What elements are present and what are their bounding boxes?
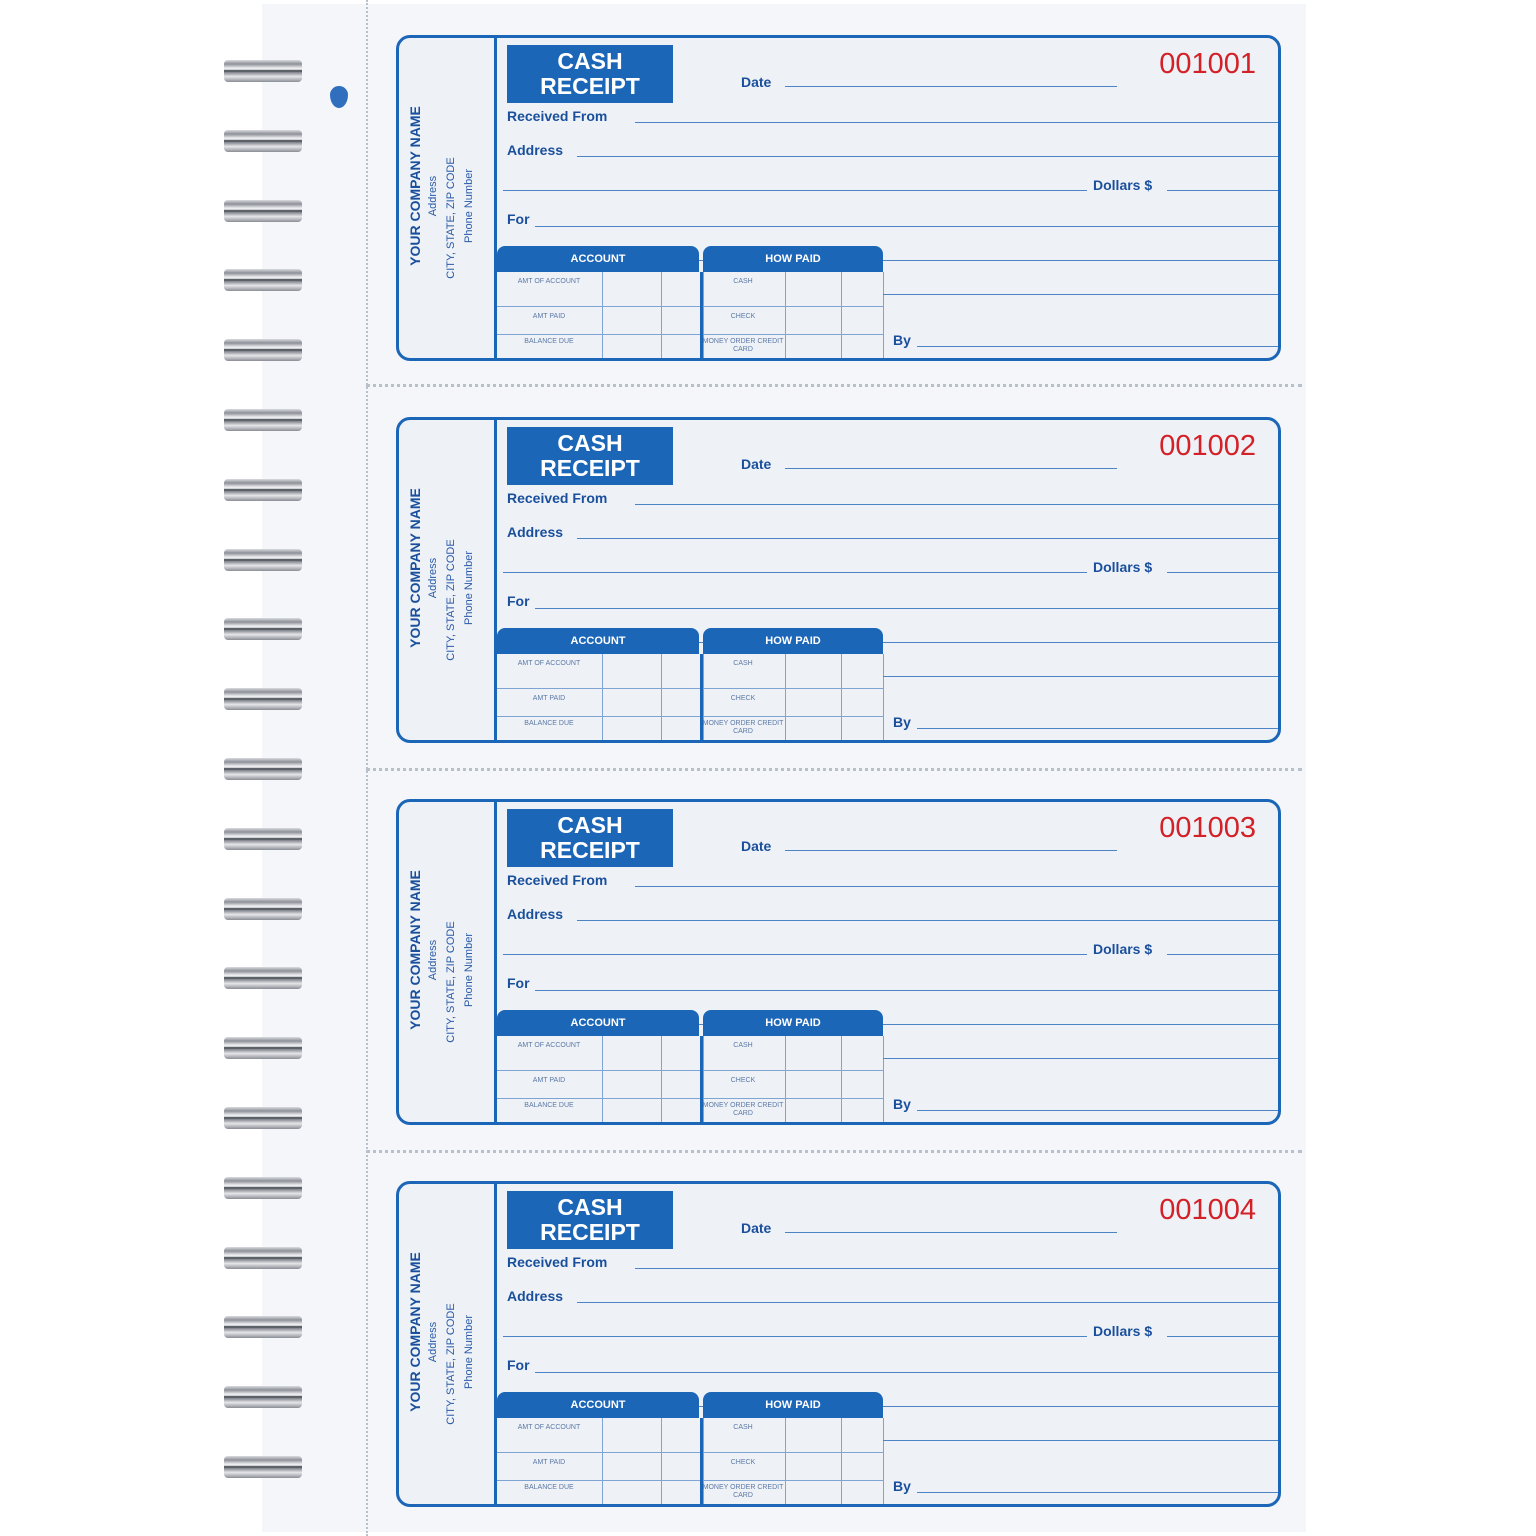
spiral-ring	[224, 758, 302, 780]
table-divider	[602, 272, 603, 361]
company-name: YOUR COMPANY NAME	[407, 488, 423, 648]
brand-logo	[328, 32, 364, 112]
receipt-title-line1: CASH	[557, 1194, 623, 1220]
table-divider	[883, 1036, 884, 1125]
account-header: ACCOUNT	[497, 628, 699, 654]
cash-receipt	[396, 799, 1281, 1125]
spiral-ring	[224, 269, 302, 291]
by-label: By	[893, 1478, 911, 1494]
table-divider	[661, 1418, 662, 1507]
dollars-field[interactable]	[1167, 190, 1281, 191]
address-label: Address	[507, 906, 564, 922]
company-name: YOUR COMPANY NAME	[407, 870, 423, 1030]
address-field[interactable]	[577, 156, 1281, 157]
company-phone: Phone Number	[463, 933, 475, 1007]
account-row-label: BALANCE DUE	[524, 338, 574, 345]
company-city-state-zip: CITY, STATE, ZIP CODE	[445, 157, 457, 279]
how-paid-row-label: CHECK	[730, 1077, 756, 1084]
company-phone: Phone Number	[463, 169, 475, 243]
spiral-ring	[224, 618, 302, 640]
receipt-title-line2: RECEIPT	[540, 837, 640, 863]
how-paid-row-label: CASH	[733, 1042, 753, 1049]
table-row-divider	[497, 1070, 883, 1071]
account-header: ACCOUNT	[497, 1010, 699, 1036]
cash-receipt	[396, 1181, 1281, 1507]
date-field[interactable]	[785, 850, 1117, 851]
receipt-title-line1: CASH	[557, 48, 623, 74]
logo-drop-icon	[330, 86, 348, 108]
address-line-2[interactable]	[503, 572, 1087, 573]
dollars-field[interactable]	[1167, 572, 1281, 573]
receipt-title	[507, 1191, 673, 1249]
spiral-ring	[224, 479, 302, 501]
tear-line	[366, 384, 1302, 387]
company-city-state-zip: CITY, STATE, ZIP CODE	[445, 539, 457, 661]
receipt-stub	[399, 420, 497, 740]
signature-field[interactable]	[917, 728, 1281, 729]
how-paid-row-label: MONEY ORDER CREDIT CARD	[702, 1484, 784, 1499]
spiral-ring	[224, 898, 302, 920]
company-name: YOUR COMPANY NAME	[407, 1252, 423, 1412]
spiral-ring	[224, 828, 302, 850]
note-line-1[interactable]	[883, 1058, 1281, 1059]
receipt-number: 001002	[1159, 430, 1256, 462]
receipt-number: 001001	[1159, 48, 1256, 80]
date-label: Date	[741, 1220, 772, 1236]
received-from-label: Received From	[507, 872, 608, 888]
by-label: By	[893, 714, 911, 730]
spiral-ring	[224, 688, 302, 710]
receipt-title	[507, 427, 673, 485]
receipt-number: 001004	[1159, 1194, 1256, 1226]
received-from-label: Received From	[507, 490, 608, 506]
received-from-field[interactable]	[635, 886, 1281, 887]
account-row-label: BALANCE DUE	[524, 1484, 574, 1491]
spiral-ring	[224, 130, 302, 152]
table-divider	[602, 1036, 603, 1125]
dollars-label: Dollars $	[1093, 177, 1153, 193]
account-row-label: BALANCE DUE	[524, 1102, 574, 1109]
address-line-2[interactable]	[503, 954, 1087, 955]
table-divider	[661, 272, 662, 361]
table-row-divider	[497, 716, 883, 717]
note-line-1[interactable]	[883, 676, 1281, 677]
table-divider	[841, 1418, 842, 1507]
company-address: Address	[427, 175, 439, 217]
company-address: Address	[427, 557, 439, 599]
cash-receipt	[396, 35, 1281, 361]
tear-line	[366, 1150, 1302, 1153]
for-label: For	[507, 593, 530, 609]
receipt-title	[507, 809, 673, 867]
account-header: ACCOUNT	[497, 1392, 699, 1418]
table-divider	[661, 654, 662, 743]
received-from-field[interactable]	[635, 504, 1281, 505]
receipt-title	[507, 45, 673, 103]
company-phone: Phone Number	[463, 1315, 475, 1389]
table-row-divider	[497, 688, 883, 689]
table-divider	[661, 1036, 662, 1125]
account-row-label: AMT PAID	[532, 313, 566, 320]
account-row-label: AMT OF ACCOUNT	[517, 1424, 581, 1431]
date-label: Date	[741, 456, 772, 472]
spiral-binding	[0, 0, 320, 1536]
receipt-title-line1: CASH	[557, 812, 623, 838]
table-row-divider	[497, 1098, 883, 1099]
address-field[interactable]	[577, 538, 1281, 539]
receipt-title-line1: CASH	[557, 430, 623, 456]
spiral-ring	[224, 1247, 302, 1269]
dollars-label: Dollars $	[1093, 1323, 1153, 1339]
receipt-stub	[399, 1184, 497, 1504]
account-header: ACCOUNT	[497, 246, 699, 272]
receipt-stub	[399, 38, 497, 358]
spiral-ring	[224, 1177, 302, 1199]
spiral-ring	[224, 1386, 302, 1408]
signature-field[interactable]	[917, 1492, 1281, 1493]
receipt-stub	[399, 802, 497, 1122]
spiral-ring	[224, 60, 302, 82]
spiral-ring	[224, 1107, 302, 1129]
table-divider	[602, 1418, 603, 1507]
signature-field[interactable]	[917, 1110, 1281, 1111]
address-label: Address	[507, 524, 564, 540]
spiral-ring	[224, 1037, 302, 1059]
for-label: For	[507, 1357, 530, 1373]
account-row-label: AMT OF ACCOUNT	[517, 660, 581, 667]
table-divider	[841, 654, 842, 743]
receipt-title-line2: RECEIPT	[540, 455, 640, 481]
how-paid-row-label: CASH	[733, 660, 753, 667]
spiral-ring	[224, 409, 302, 431]
received-from-label: Received From	[507, 1254, 608, 1270]
table-divider	[883, 272, 884, 361]
address-label: Address	[507, 142, 564, 158]
table-row-divider	[497, 1480, 883, 1481]
date-label: Date	[741, 838, 772, 854]
by-label: By	[893, 1096, 911, 1112]
how-paid-header: HOW PAID	[703, 1010, 883, 1036]
account-row-label: AMT OF ACCOUNT	[517, 1042, 581, 1049]
received-from-field[interactable]	[635, 1268, 1281, 1269]
address-line-2[interactable]	[503, 190, 1087, 191]
company-city-state-zip: CITY, STATE, ZIP CODE	[445, 921, 457, 1043]
spiral-ring	[224, 1456, 302, 1478]
for-field[interactable]	[535, 1372, 1281, 1373]
table-divider	[883, 1418, 884, 1507]
receipt-title-line2: RECEIPT	[540, 73, 640, 99]
for-field[interactable]	[535, 226, 1281, 227]
how-paid-row-label: CHECK	[730, 695, 756, 702]
table-row-divider	[497, 306, 883, 307]
table-divider	[602, 654, 603, 743]
table-divider	[883, 654, 884, 743]
cash-receipt	[396, 417, 1281, 743]
dollars-label: Dollars $	[1093, 559, 1153, 575]
company-address: Address	[427, 939, 439, 981]
spiral-ring	[224, 967, 302, 989]
address-line-2[interactable]	[503, 1336, 1087, 1337]
company-address: Address	[427, 1321, 439, 1363]
date-field[interactable]	[785, 468, 1117, 469]
note-line-1[interactable]	[883, 294, 1281, 295]
company-name: YOUR COMPANY NAME	[407, 106, 423, 266]
for-label: For	[507, 975, 530, 991]
date-label: Date	[741, 74, 772, 90]
address-field[interactable]	[577, 920, 1281, 921]
how-paid-row-label: CASH	[733, 1424, 753, 1431]
how-paid-row-label: CASH	[733, 278, 753, 285]
company-phone: Phone Number	[463, 551, 475, 625]
receipt-title-line2: RECEIPT	[540, 1219, 640, 1245]
spiral-ring	[224, 549, 302, 571]
how-paid-row-label: CHECK	[730, 1459, 756, 1466]
account-row-label: AMT PAID	[532, 1077, 566, 1084]
received-from-label: Received From	[507, 108, 608, 124]
dollars-field[interactable]	[1167, 954, 1281, 955]
address-label: Address	[507, 1288, 564, 1304]
by-label: By	[893, 332, 911, 348]
dollars-field[interactable]	[1167, 1336, 1281, 1337]
table-row-divider	[497, 334, 883, 335]
how-paid-header: HOW PAID	[703, 246, 883, 272]
received-from-field[interactable]	[635, 122, 1281, 123]
for-label: For	[507, 211, 530, 227]
for-field[interactable]	[535, 608, 1281, 609]
how-paid-row-label: MONEY ORDER CREDIT CARD	[702, 1102, 784, 1117]
date-field[interactable]	[785, 86, 1117, 87]
account-row-label: AMT PAID	[532, 695, 566, 702]
how-paid-header: HOW PAID	[703, 628, 883, 654]
date-field[interactable]	[785, 1232, 1117, 1233]
how-paid-row-label: CHECK	[730, 313, 756, 320]
table-divider	[841, 272, 842, 361]
table-row-divider	[497, 1452, 883, 1453]
dollars-label: Dollars $	[1093, 941, 1153, 957]
account-row-label: AMT OF ACCOUNT	[517, 278, 581, 285]
table-divider	[841, 1036, 842, 1125]
address-field[interactable]	[577, 1302, 1281, 1303]
spiral-ring	[224, 200, 302, 222]
how-paid-header: HOW PAID	[703, 1392, 883, 1418]
tear-line	[366, 768, 1302, 771]
spiral-ring	[224, 1316, 302, 1338]
company-city-state-zip: CITY, STATE, ZIP CODE	[445, 1303, 457, 1425]
account-row-label: BALANCE DUE	[524, 720, 574, 727]
account-row-label: AMT PAID	[532, 1459, 566, 1466]
signature-field[interactable]	[917, 346, 1281, 347]
spiral-ring	[224, 339, 302, 361]
how-paid-row-label: MONEY ORDER CREDIT CARD	[702, 720, 784, 735]
how-paid-row-label: MONEY ORDER CREDIT CARD	[702, 338, 784, 353]
note-line-1[interactable]	[883, 1440, 1281, 1441]
receipt-number: 001003	[1159, 812, 1256, 844]
for-field[interactable]	[535, 990, 1281, 991]
